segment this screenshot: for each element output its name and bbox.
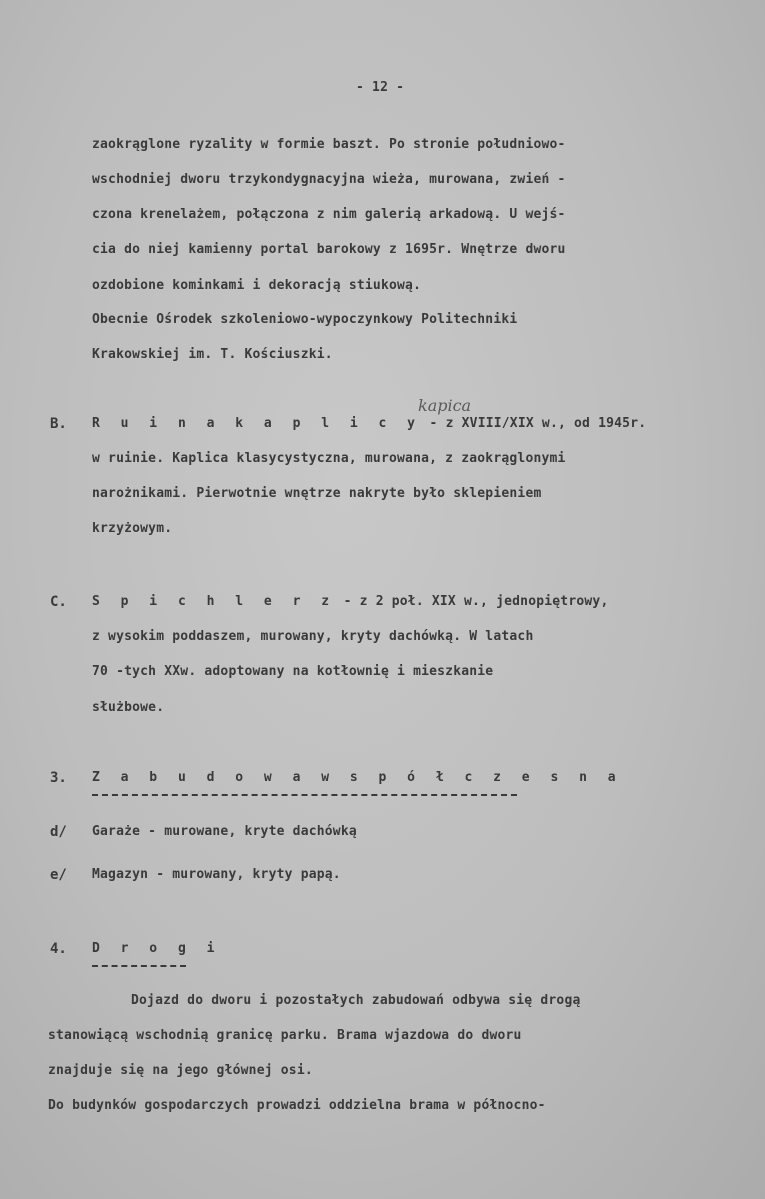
body-line: Obecnie Ośrodek szkoleniowo-wypoczynkowy Politechniki [92, 312, 518, 327]
list-marker: e/ [50, 867, 67, 883]
body-line: stanowiącą wschodnią granicę parku. Brama wjazdowa do dworu [48, 1028, 522, 1043]
body-line: cia do niej kamienny portal barokowy z 1695r. Wnętrze dworu [92, 242, 566, 257]
title-underline [92, 794, 517, 796]
body-line: narożnikami. Pierwotnie wnętrze nakryte było sklepieniem [92, 486, 542, 501]
section-heading-rest: - z 2 poł. XIX w., jednopiętrowy, [335, 594, 609, 609]
body-line: znajduje się na jego głównej osi. [48, 1063, 313, 1078]
body-line: Do budynków gospodarczych prowadzi oddzielna brama w północno- [48, 1098, 546, 1113]
section-name: R u i n a k a p l i c y [92, 416, 422, 431]
handwritten-annotation: kapica [418, 396, 472, 415]
section-heading [92, 416, 646, 432]
body-line: ozdobione kominkami i dekoracją stiukową. [92, 278, 422, 293]
section-title: D r o g i [92, 941, 221, 956]
list-marker: d/ [50, 824, 67, 840]
body-line: krzyżowym. [92, 521, 173, 536]
body-line: w ruinie. Kaplica klasycystyczna, murowana, z zaokrąglonymi [92, 451, 566, 466]
section-marker: B. [50, 416, 67, 432]
body-line: zaokrąglone ryzality w formie baszt. Po stronie południowo- [92, 137, 566, 152]
section-marker: C. [50, 594, 67, 610]
section-title: Z a b u d o w a w s p ó ł c z e s n a [92, 770, 623, 785]
body-line: służbowe. [92, 700, 165, 715]
body-line: Dojazd do dworu i pozostałych zabudowań odbywa się drogą [131, 993, 581, 1008]
section-name: S p i c h l e r z [92, 594, 336, 609]
section-marker: 3. [50, 770, 67, 786]
title-underline [92, 965, 186, 967]
section-heading-rest: - z XVIII/XIX w., od 1945r. [421, 416, 647, 431]
list-item: Garaże - murowane, kryte dachówką [92, 824, 357, 839]
body-line: z wysokim poddaszem, murowany, kryty dachówką. W latach [92, 629, 534, 644]
list-item: Magazyn - murowany, kryty papą. [92, 867, 341, 882]
section-marker: 4. [50, 941, 67, 957]
body-line: Krakowskiej im. T. Kościuszki. [92, 347, 333, 362]
body-line: wschodniej dworu trzykondygnacyjna wieża, murowana, zwień - [92, 172, 566, 187]
body-line: 70 -tych XXw. adoptowany na kotłownię i mieszkanie [92, 664, 494, 679]
section-heading [92, 594, 608, 610]
body-line: czona krenelażem, połączona z nim galerią arkadową. U wejś- [92, 207, 566, 222]
page-number: - 12 - [356, 80, 405, 95]
